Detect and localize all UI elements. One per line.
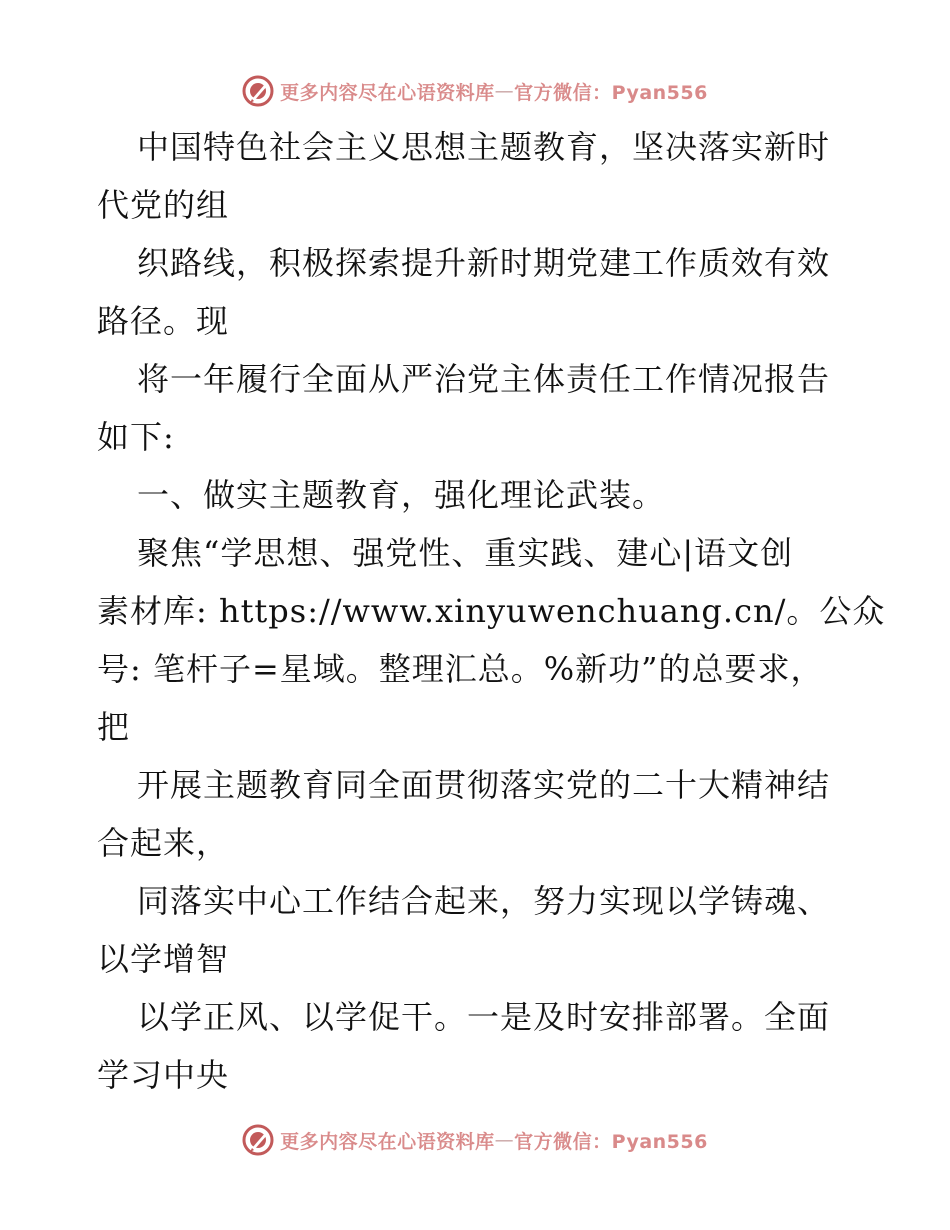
text-line: 号: 笔杆子=星域。整理汇总。%新功”的总要求，: [97, 650, 824, 688]
text-line: 学习中央: [97, 1056, 230, 1094]
watermark-contact: 官方微信：Pyan556: [514, 81, 708, 104]
text-line: 以学增智: [97, 940, 230, 978]
pen-logo-icon: [242, 1124, 274, 1156]
watermark-text: 更多内容尽在心语资料库: [280, 1130, 495, 1153]
text-line: 开展主题教育同全面贯彻落实党的二十大精神结: [137, 766, 831, 804]
header-watermark: [0, 71, 950, 111]
text-line: 聚焦“学思想、强党性、重实践、建心|语文创: [137, 534, 794, 572]
watermark-separator: —: [494, 80, 515, 102]
text-line: 如下:: [97, 418, 175, 456]
footer-watermark: [0, 1120, 950, 1160]
section-heading: 一、做实主题教育，强化理论武装。: [137, 476, 666, 514]
text-line: 以学正风、以学促干。一是及时安排部署。全面: [137, 998, 831, 1036]
text-line: 素材库: https://www.xinyuwenchuang.cn/。公众: [97, 592, 886, 630]
pen-logo-icon: [242, 75, 274, 107]
watermark-contact: 官方微信：Pyan556: [514, 1130, 708, 1153]
text-line: 中国特色社会主义思想主题教育，坚决落实新时: [137, 128, 831, 166]
watermark-separator: —: [494, 1129, 515, 1151]
text-line: 织路线，积极探索提升新时期党建工作质效有效: [137, 244, 831, 282]
text-line: 路径。现: [97, 302, 230, 340]
text-line: 代党的组: [97, 186, 230, 224]
document-body: [97, 118, 886, 1104]
text-line: 将一年履行全面从严治党主体责任工作情况报告: [137, 360, 831, 398]
text-line: 同落实中心工作结合起来，努力实现以学铸魂、: [137, 882, 831, 920]
watermark-text: 更多内容尽在心语资料库: [280, 81, 495, 104]
text-line: 合起来，: [97, 824, 230, 862]
text-line: 把: [97, 708, 131, 746]
